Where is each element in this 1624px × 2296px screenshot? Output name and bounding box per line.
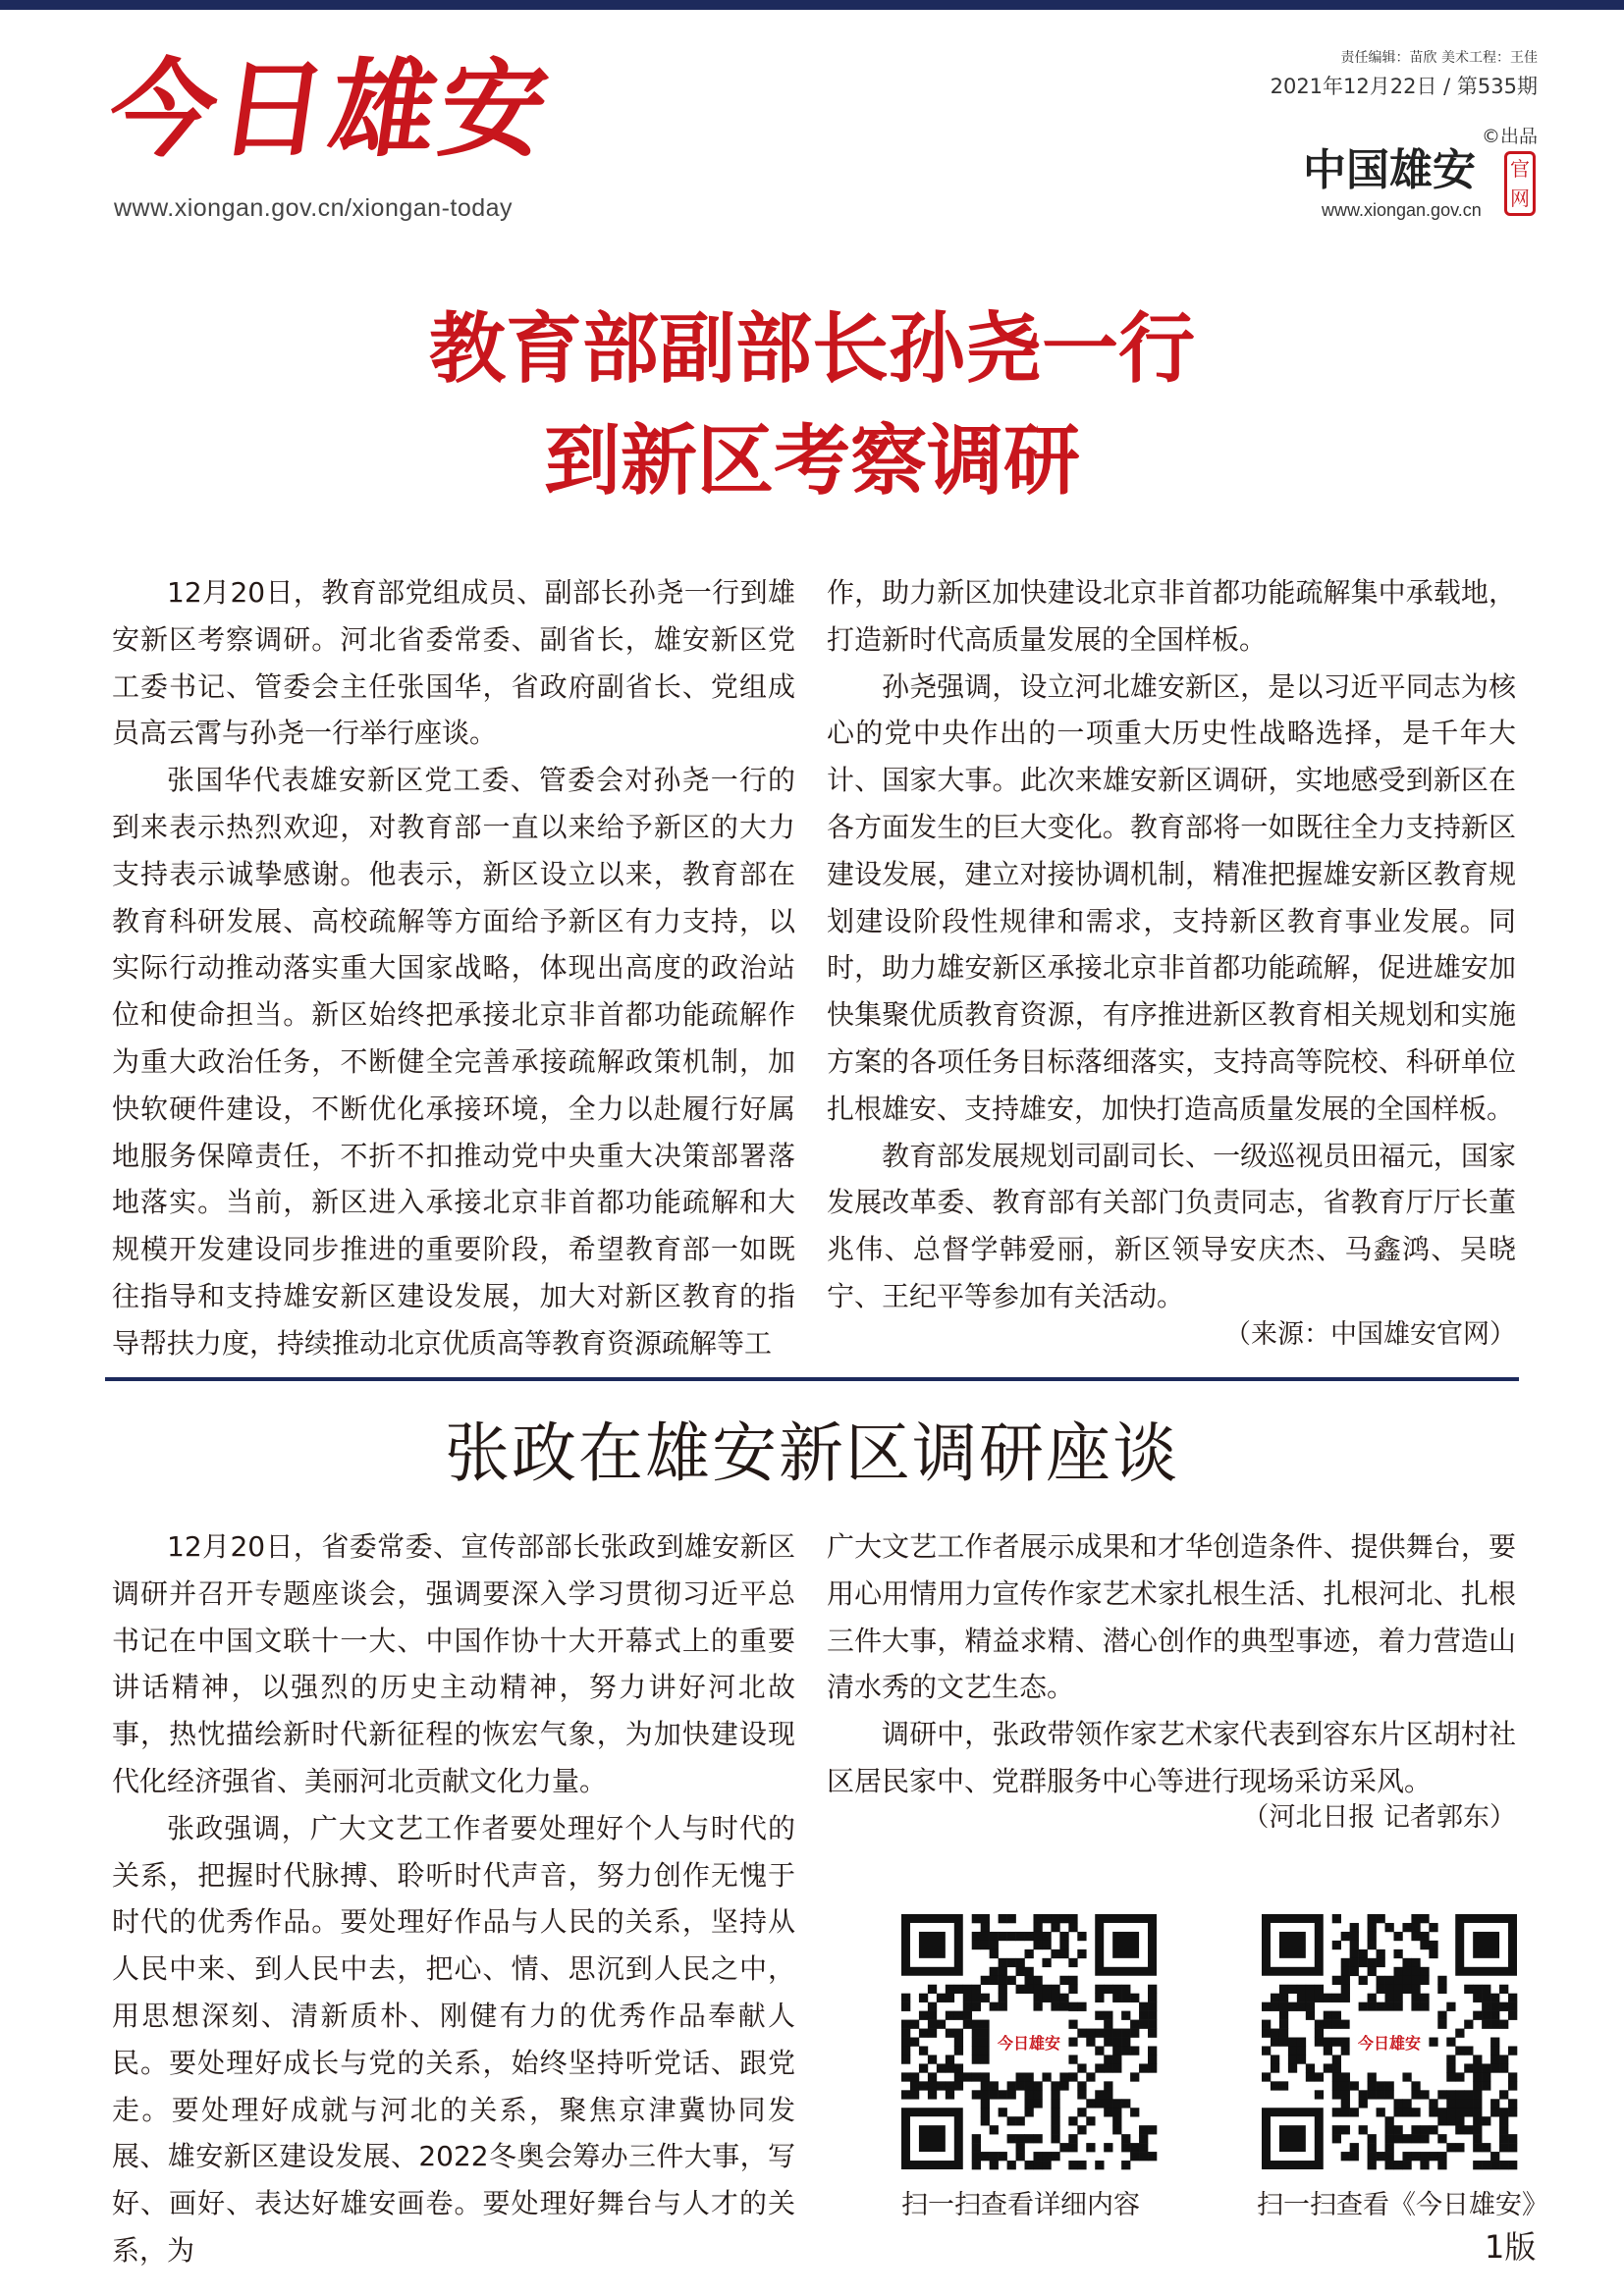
qr-caption-newspaper: 扫一扫查看《今日雄安》 <box>1257 2190 1548 2220</box>
page-number: 1版 <box>1485 2228 1537 2266</box>
article2-headline: 张政在雄安新区调研座谈 <box>445 1415 1179 1491</box>
article1-paragraph: 孙尧强调，设立河北雄安新区，是以习近平同志为核心的党中央作出的一项重大历史性战略选择，是千年大计、国家大事。此次来雄安新区调研，实地感受到新区在各方面发生的巨大变化。教育部将一如既往全力支持新区建设发展，建立对接协调机制，精准把握雄安新区教育规划建设阶段性规律和需求，支持新区教育事业发展。同时，助力雄安新区承接北京非首都功能疏解，促进雄安加快集聚优质教育资源，有序推进新区教育相关规划和实施方案的各项任务目标落细落实，支持高等院校、科研单位扎根雄安、支持雄安，加快打造高质量发展的全国样板。 <box>827 669 1516 1125</box>
article2-source: （河北日报 记者郭东） <box>1242 1802 1516 1833</box>
article2-paragraph: 张政强调，广大文艺工作者要处理好个人与时代的关系，把握时代脉搏、聆听时代声音，努力创作无愧于时代的优秀作品。要处理好作品与人民的关系，坚持从人民中来、到人民中去，把心、情、思沉到人民之中，用思想深刻、清新质朴、刚健有力的优秀作品奉献人民。要处理好成长与党的关系，始终坚持听党话、跟党走。要处理好成就与河北的关系，聚焦京津冀协同发展、雄安新区建设发展、2022冬奥会筹办三件大事，写好、画好、表达好雄安画卷。要处理好舞台与人才的关系，为 <box>112 1811 795 2267</box>
article2-paragraph: 调研中，张政带领作家艺术家代表到容东片区胡村社区居民家中、党群服务中心等进行现场采访采风。 <box>827 1718 1516 1797</box>
china-xiongan-logo: 中国雄安 <box>1303 145 1476 195</box>
masthead-url[interactable]: www.xiongan.gov.cn/xiongan-today <box>114 194 514 222</box>
article2-right-column <box>827 1523 1516 1808</box>
article1-paragraph: 作，助力新区加快建设北京非首都功能疏解集中承载地，打造新时代高质量发展的全国样板。 <box>827 576 1516 656</box>
article1-headline-line1: 教育部副部长孙尧一行 <box>428 305 1195 394</box>
article1-paragraph: 12月20日，教育部党组成员、副部长孙尧一行到雄安新区考察调研。河北省委常委、副省长，雄安新区党工委书记、管委会主任张国华，省政府副省长、党组成员高云霄与孙尧一行举行座谈。 <box>112 576 795 750</box>
official-seal-icon: 官网 <box>1504 151 1536 216</box>
qr-code-icon[interactable] <box>901 1914 1157 2169</box>
issue-date: 2021年12月22日 / 第535期 <box>1270 75 1538 98</box>
section-divider <box>105 1377 1519 1381</box>
article2-left-column <box>112 1523 795 2267</box>
article1-headline-line2: 到新区考察调研 <box>543 417 1080 506</box>
qr-code-details[interactable] <box>901 1914 1157 2169</box>
producer-note: ©出品 <box>1481 126 1538 147</box>
qr-center-label: 今日雄安 <box>1357 2034 1422 2053</box>
qr-code-newspaper[interactable] <box>1262 1914 1517 2169</box>
editor-credit: 责任编辑：苗欣 美术工程：王佳 <box>1340 50 1538 66</box>
brand-url[interactable]: www.xiongan.gov.cn <box>1322 200 1482 220</box>
article1-right-column <box>827 569 1516 1335</box>
masthead-logo: 今日雄安 <box>101 48 560 172</box>
article1-source: （来源：中国雄安官网） <box>1224 1319 1516 1350</box>
article2-paragraph: 广大文艺工作者展示成果和才华创造条件、提供舞台，要用心用情用力宣传作家艺术家扎根生活、扎根河北、扎根三件大事，精益求精、潜心创作的典型事迹，着力营造山清水秀的文艺生态。 <box>827 1530 1516 1704</box>
qr-caption-details: 扫一扫查看详细内容 <box>901 2190 1140 2220</box>
article1-paragraph: 张国华代表雄安新区党工委、管委会对孙尧一行的到来表示热烈欢迎，对教育部一直以来给予新区的大力支持表示诚挚感谢。他表示，新区设立以来，教育部在教育科研发展、高校疏解等方面给予新区有力支持，以实际行动推动落实重大国家战略，体现出高度的政治站位和使命担当。新区始终把承接北京非首都功能疏解作为重大政治任务，不断健全完善承接疏解政策机制，加快软硬件建设，不断优化承接环境，全力以赴履行好属地服务保障责任，不折不扣推动党中央重大决策部署落地落实。当前，新区进入承接北京非首都功能疏解和大规模开发建设同步推进的重要阶段，希望教育部一如既往指导和支持雄安新区建设发展，加大对新区教育的指导帮扶力度，持续推动北京优质高等教育资源疏解等工 <box>112 764 795 1360</box>
qr-center-label: 今日雄安 <box>997 2034 1061 2053</box>
article2-paragraph: 12月20日，省委常委、宣传部部长张政到雄安新区调研并召开专题座谈会，强调要深入学习贯彻习近平总书记在中国文联十一大、中国作协十大开幕式上的重要讲话精神，以强烈的历史主动精神，努力讲好河北故事，热忱描绘新时代新征程的恢宏气象，为加快建设现代化经济强省、美丽河北贡献文化力量。 <box>112 1530 795 1797</box>
article1-paragraph: 教育部发展规划司副司长、一级巡视员田福元，国家发展改革委、教育部有关部门负责同志，省教育厅厅长董兆伟、总督学韩爱丽，新区领导安庆杰、马鑫鸿、吴晓宁、王纪平等参加有关活动。 <box>827 1139 1516 1312</box>
qr-code-icon[interactable] <box>1262 1914 1517 2169</box>
top-color-bar <box>0 0 1624 10</box>
article1-left-column <box>112 569 795 1364</box>
